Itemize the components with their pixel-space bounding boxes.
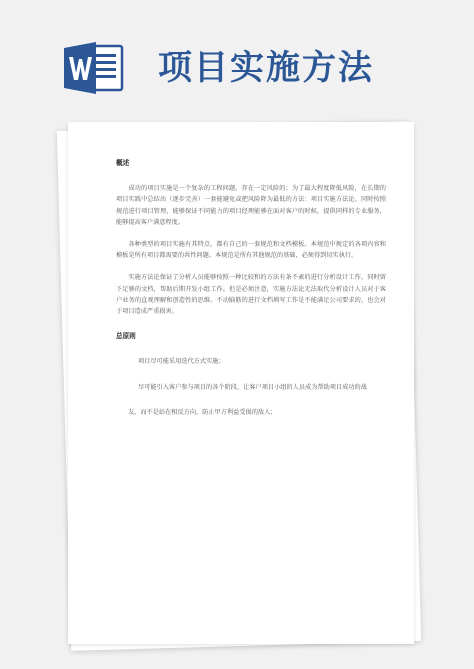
word-icon — [64, 42, 126, 94]
paragraph: 各种类型的项目实施有其特点，都有自己的一套规范和文档模板。本规范中规定的各项内容和模板是所有项目都需要的共性问题。本规范是所有其他规范的基础，必须得到切实执行。 — [116, 241, 386, 260]
document-title: 项目实施方法 — [158, 48, 374, 88]
header — [0, 0, 474, 110]
paragraph: 实施方法论保证了分析人员能够按照一种比较和的方法有条不紊的进行分析设计工作，同时留下足够的文档，帮助后期开发小组工作。但是必须注意，实施方法论无法取代分析设计人员对于客户业务的直观理解和创造性的思维。不动脑筋的进行文档填写工作是不能满足公司要求的，也会对于项目造成严重损害。 — [116, 274, 386, 316]
paragraph: 成功的项目实施是一个复杂的工程问题，存在一定风险的；为了最大程度降低风险，在长期的项目实践中总结出（逐步完善）一套能避免或把风险降为最低的方法：项目实施方法论。同时按照规范进行项目管理，能够保证不同能力的项目经理能够在面对客户的时候，提供同样的专业服务，能够提高客户满意程度。 — [116, 185, 386, 226]
document-page — [68, 122, 414, 644]
paragraph: 友，而不是站在相反方向，防止甲方利益受损的敌人； — [128, 408, 277, 416]
paragraph: 尽可能引入客户参与项目的各个阶段，让客户项目小组的人员成为帮助项目成功的战 — [138, 383, 367, 391]
section-heading-overview: 概述 — [116, 159, 130, 167]
section-heading-principles: 总原则 — [116, 332, 136, 341]
document-content — [116, 158, 386, 418]
paragraph: 项目尽可能采用迭代方式实施； — [138, 358, 225, 366]
